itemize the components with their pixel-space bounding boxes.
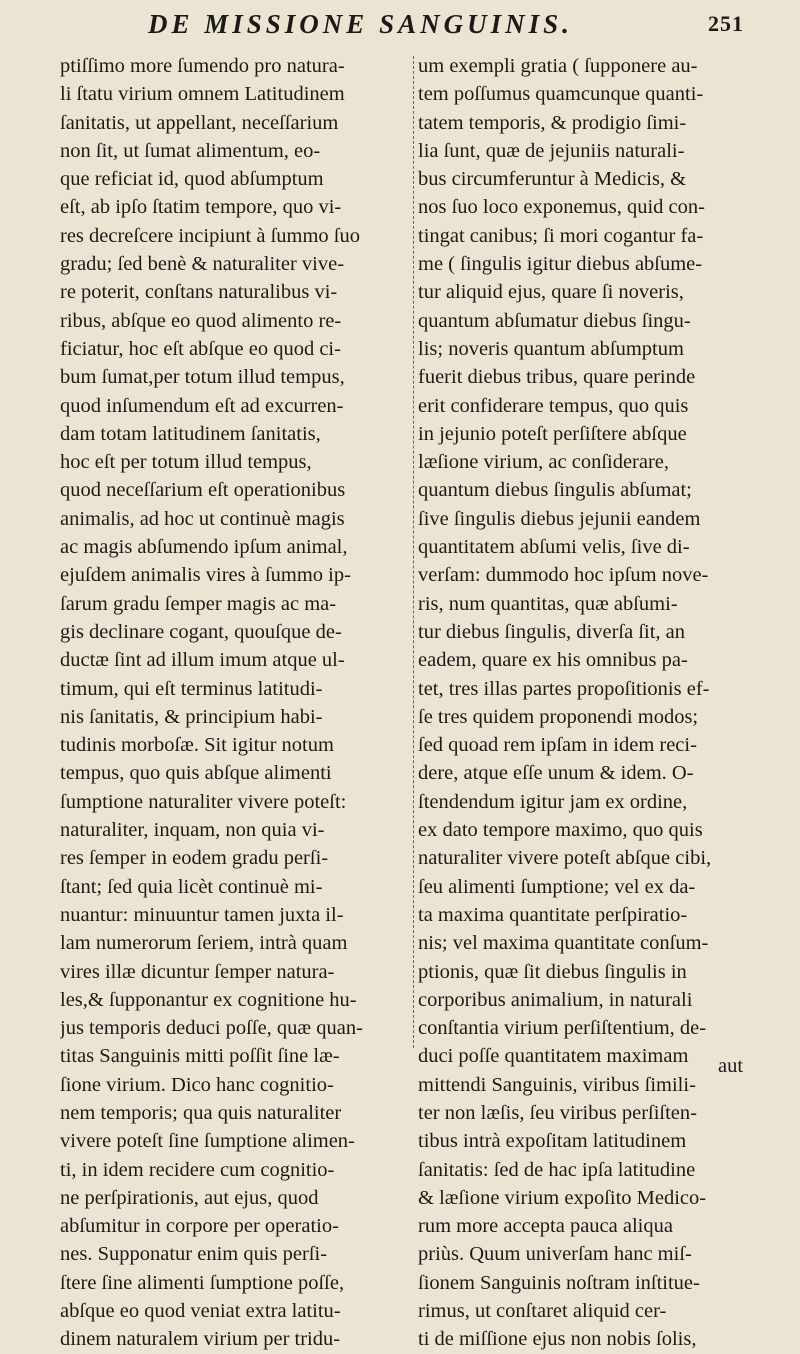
text-line: me ( ſingulis igitur diebus abſume- [418,253,703,276]
text-line: læſione virium, ac conſiderare, [418,451,670,474]
text-line: ficiatur, hoc eſt abſque eo quod ci- [60,337,341,360]
text-line: ſtere ſine alimenti ſumptione poſſe, [60,1271,345,1294]
text-line: vires illæ dicuntur ſemper natura- [60,960,335,983]
text-line: tur aliquid ejus, quare ſi noveris, [418,281,684,304]
left-text-column [60,52,412,1354]
text-line: ti, in idem recidere cum cognitio- [60,1158,335,1181]
text-line: ſionem Sanguinis noſtram inſtitue- [418,1271,700,1294]
text-line: nes. Supponatur enim quis perſi- [60,1243,328,1266]
text-line: abſque eo quod veniat extra latitu- [60,1300,341,1323]
text-line: mittendi Sanguinis, viribus ſimili- [418,1073,696,1096]
text-line: quantum diebus ſingulis abſumat; [418,479,692,502]
text-line: quod neceſſarium eſt operationibus [60,479,346,502]
text-line: les,& ſupponantur ex cognitione hu- [60,988,357,1011]
text-line: quantum abſumatur diebus ſingu- [418,309,691,332]
text-line: fuerit diebus tribus, quare perinde [418,366,696,389]
text-line: nuantur: minuuntur tamen juxta il- [60,903,344,926]
text-line: res ſemper in eodem gradu perſi- [60,847,329,870]
text-line: ſtant; ſed quia licèt continuè mi- [60,875,323,898]
text-line: in jejunio poteſt perſiſtere abſque [418,422,687,445]
text-line: nis ſanitatis, & principium habi- [60,705,323,728]
text-line: que reficiat id, quod abſumptum [60,168,324,191]
text-line: & læſione virium expoſito Medico- [418,1186,707,1209]
text-line: bus circumferuntur à Medicis, & [418,168,687,191]
text-line: ter non læſis, ſeu viribus perſiſten- [418,1101,697,1124]
text-line: nos ſuo loco exponemus, quid con- [418,196,705,219]
text-line: ris, num quantitas, quæ abſumi- [418,592,678,615]
text-line: priùs. Quum univerſam hanc miſ- [418,1243,692,1266]
text-line: res decreſcere incipiunt à ſummo ſuo [60,224,360,247]
text-line: titas Sanguinis mitti poſſit ſine læ- [60,1045,340,1068]
text-line: eſt, ab ipſo ſtatim tempore, quo vi- [60,196,342,219]
text-line: naturaliter vivere poteſt abſque cibi, [418,847,712,870]
text-line: ſe tres quidem proponendi modos; [418,705,699,728]
text-line: gis declinare cogant, quouſque de- [60,620,342,643]
text-line: dere, atque eſſe unum & idem. O- [418,762,694,785]
text-line: nem temporis; qua quis naturaliter [60,1101,342,1124]
column-divider [413,56,414,1048]
page-number: 251 [708,11,744,36]
text-line: quod inſumendum eſt ad excurren- [60,394,344,417]
text-line: ex dato tempore maximo, quo quis [418,819,703,842]
text-line: corporibus animalium, in naturali [418,988,693,1011]
text-line: re poterit, conſtans naturalibus vi- [60,281,338,304]
text-line: ſive ſingulis diebus jejunii eandem [418,507,701,530]
text-line: nis; vel maxima quantitate conſum- [418,932,709,955]
text-line: dam totam latitudinem ſanitatis, [60,422,321,445]
text-line: ac magis abſumendo ipſum animal, [60,536,348,559]
text-line: tem poſſumus quamcunque quanti- [418,83,704,106]
text-line: li ſtatu virium omnem Latitudinem [60,83,345,106]
text-line: rimus, ut conſtaret aliquid cer- [418,1300,667,1323]
text-line: verſam: dummodo hoc ipſum nove- [418,564,709,587]
text-line: conſtantia virium perſiſtentium, de- [418,1017,707,1040]
text-line: ptiſſimo more ſumendo pro natura- [60,55,345,77]
text-line: tempus, quo quis abſque alimenti [60,762,332,785]
text-line: hoc eſt per totum illud tempus, [60,451,312,474]
right-text-column [418,52,768,1354]
catchword: aut [718,1055,744,1077]
text-line: naturaliter, inquam, non quia vi- [60,819,325,842]
text-line: jus temporis deduci poſſe, quæ quan- [60,1017,363,1040]
text-line: rum more accepta pauca aliqua [418,1215,673,1238]
text-line: um exempli gratia ( ſupponere au- [418,55,698,77]
text-line: lam numerorum ſeriem, intrà quam [60,932,348,955]
text-line: ſed quoad rem ipſam in idem reci- [418,734,697,757]
text-line: dinem naturalem virium per tridu- [60,1328,341,1351]
text-line: tudinis morboſæ. Sit igitur notum [60,734,334,757]
text-line: quantitatem abſumi velis, ſive di- [418,536,690,559]
text-line: ſione virium. Dico hanc cognitio- [60,1073,334,1096]
text-line: animalis, ad hoc ut continuè magis [60,507,345,530]
text-line: tibus intrà expoſitam latitudinem [418,1130,687,1153]
text-line: ejuſdem animalis vires à ſummo ip- [60,564,351,587]
text-line: lis; noveris quantum abſumptum [418,337,684,360]
text-line: duci poſſe quantitatem maximam [418,1045,689,1068]
text-line: ſanitatis, ut appellant, neceſſarium [60,111,339,134]
text-line: ti de miſſione ejus non nobis ſolis, [418,1328,697,1351]
text-line: non ſit, ut ſumat alimentum, eo- [60,139,321,162]
running-title: DE MISSIONE SANGUINIS. [148,8,573,39]
text-line: tet, tres illas partes propoſitionis ef- [418,677,710,700]
text-line: tingat canibus; ſi mori cogantur fa- [418,224,704,247]
text-line: ſanitatis: ſed de hac ipſa latitudine [418,1158,696,1181]
text-line: tatem temporis, & prodigio ſimi- [418,111,687,134]
text-line: erit confiderare tempus, quo quis [418,394,689,417]
text-line: ſeu alimenti ſumptione; vel ex da- [418,875,696,898]
text-line: bum ſumat,per totum illud tempus, [60,366,345,389]
text-line: tur diebus ſingulis, diverſa ſit, an [418,620,686,643]
text-line: ſumptione naturaliter vivere poteſt: [60,790,347,813]
text-line: gradu; ſed benè & naturaliter vive- [60,253,345,276]
text-line: ſtendendum igitur jam ex ordine, [418,790,688,813]
running-header [148,4,748,44]
text-line: timum, qui eſt terminus latitudi- [60,677,323,700]
text-line: lia ſunt, quæ de jejuniis naturali- [418,139,685,162]
text-line: vivere poteſt ſine ſumptione alimen- [60,1130,355,1153]
text-line: ta maxima quantitate perſpiratio- [418,903,688,926]
text-line: ptionis, quæ ſit diebus ſingulis in [418,960,687,983]
text-line: ſarum gradu ſemper magis ac ma- [60,592,337,615]
text-line: abſumitur in corpore per operatio- [60,1215,339,1238]
text-line: ribus, abſque eo quod alimento re- [60,309,342,332]
text-line: ductæ ſint ad illum imum atque ul- [60,649,345,672]
text-line: ne perſpirationis, aut ejus, quod [60,1186,319,1209]
text-line: eadem, quare ex his omnibus pa- [418,649,688,672]
